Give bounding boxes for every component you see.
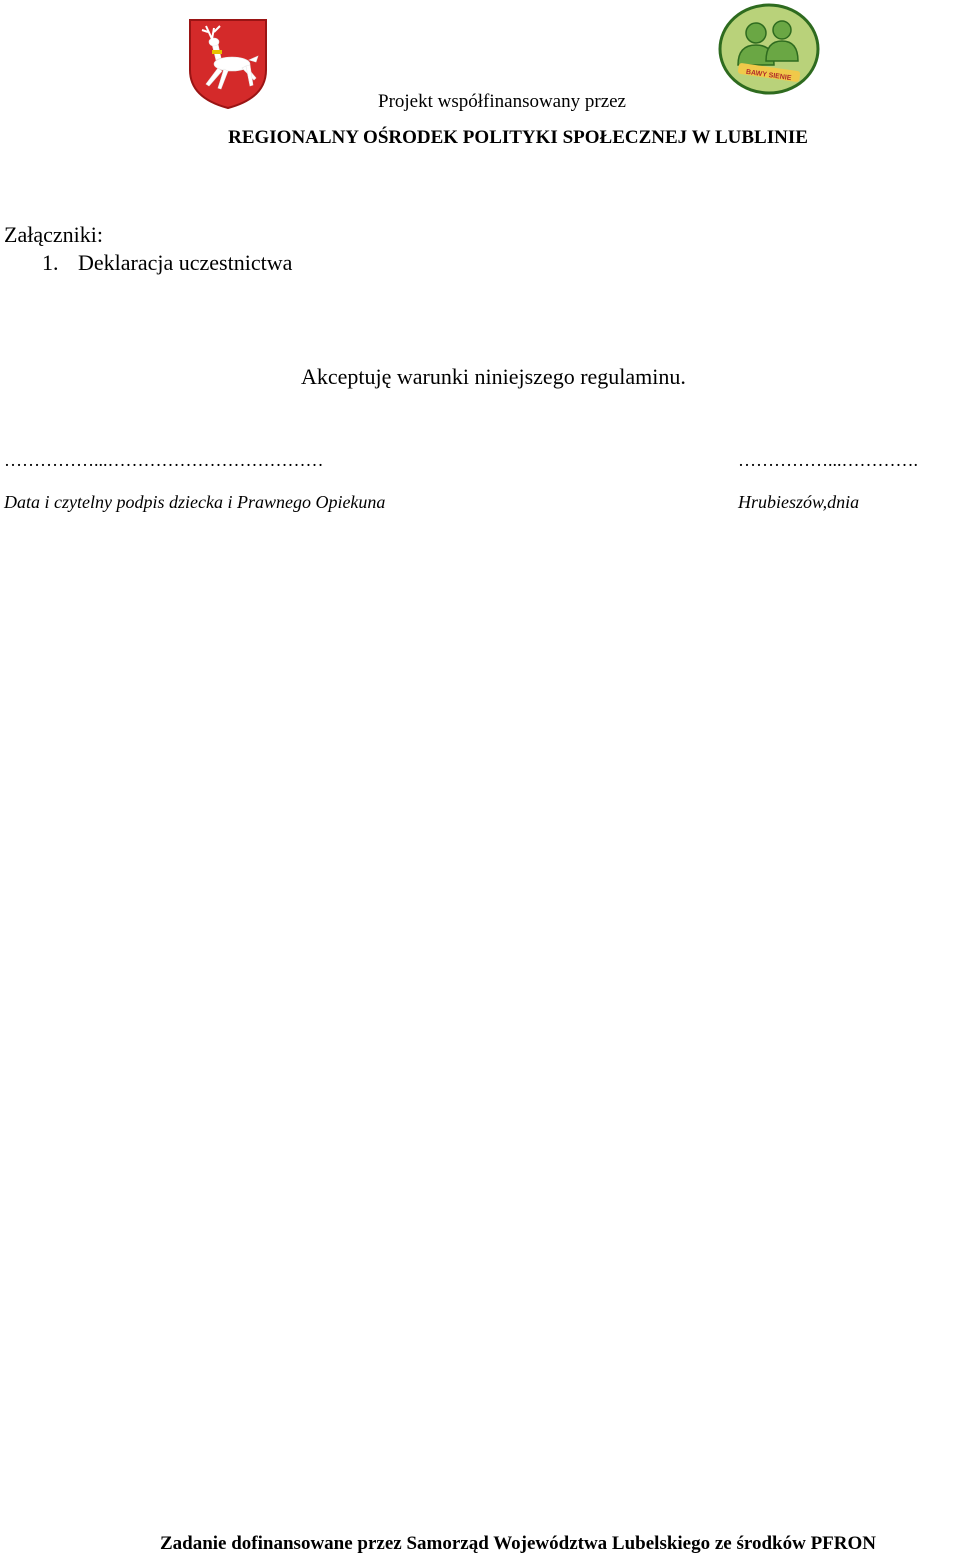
signature-line-right: ……………...…………. xyxy=(738,450,918,470)
attachment-item xyxy=(42,250,292,276)
footer-funding-note: Zadanie dofinansowane przez Samorząd Województwa Lubelskiego ze środków PFRON xyxy=(159,1533,877,1554)
club-logo xyxy=(718,3,820,95)
attachment-item-number: 1. xyxy=(42,250,59,275)
club-logo-text: BAWY SIENIE xyxy=(745,68,792,83)
signature-label-right: Hrubieszów,dnia xyxy=(738,492,860,512)
attachment-item-label: Deklaracja uczestnictwa xyxy=(78,250,293,275)
signature-label-left: Data i czytelny podpis dziecka i Prawnego Opiekuna xyxy=(4,492,386,512)
header-subtitle: Projekt współfinansowany przez xyxy=(378,91,626,112)
header-organization: REGIONALNY OŚRODEK POLITYKI SPOŁECZNEJ W LUBLINIE xyxy=(228,127,808,148)
acceptance-statement: Akceptuję warunki niniejszego regulaminu. xyxy=(301,364,686,389)
attachments-heading: Załączniki: xyxy=(4,222,103,247)
people-group-icon xyxy=(718,3,820,95)
signature-line-left: ……………...……………………………… xyxy=(4,450,324,470)
